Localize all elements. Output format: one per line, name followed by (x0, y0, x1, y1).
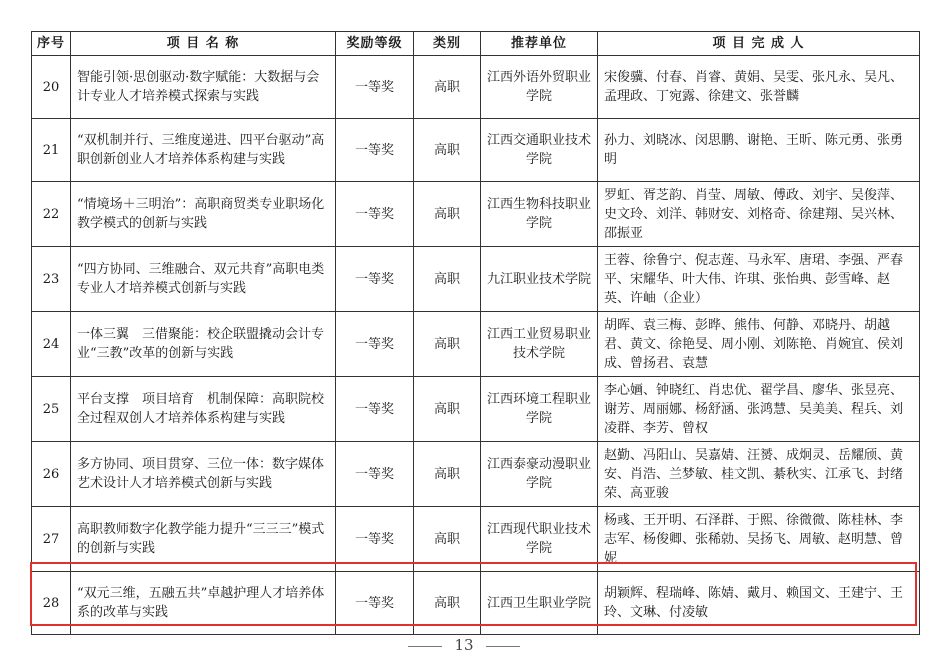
table-row (32, 442, 920, 507)
row-number: 27 (32, 507, 71, 572)
project-name: 高职教师数字化教学能力提升“三三三”模式的创新与实践 (71, 507, 336, 572)
table-row (32, 507, 920, 572)
project-name: “四方协同、三维融合、双元共育”高职电类专业人才培养模式创新与实践 (71, 247, 336, 312)
row-number: 22 (32, 182, 71, 247)
project-members: 杨彧、王开明、石泽群、于熙、徐微微、陈桂林、李志军、杨俊卿、张稀勍、吴扬飞、周敏、赵明慧、曾妮 (598, 507, 920, 572)
category: 高职 (414, 572, 481, 635)
table-row (32, 312, 920, 377)
category: 高职 (414, 312, 481, 377)
project-name: 智能引领·思创驱动·数字赋能：大数据与会计专业人才培养模式探索与实践 (71, 56, 336, 119)
project-members: 罗虹、胥芝韵、肖莹、周敏、傅政、刘宇、吴俊萍、史文玲、刘洋、韩财安、刘格奇、徐建翔、吴兴林、邵振亚 (598, 182, 920, 247)
awards-table (31, 31, 920, 635)
project-name: 平台支撑 项目培育 机制保障：高职院校全过程双创人才培养体系构建与实践 (71, 377, 336, 442)
category: 高职 (414, 56, 481, 119)
page-footer (0, 636, 928, 654)
award-level: 一等奖 (336, 377, 414, 442)
project-members: 胡晖、袁三梅、彭晔、熊伟、何静、邓晓丹、胡越君、黄文、徐艳旻、周小刚、刘陈艳、肖婉宜、侯刘成、曾扬君、袁慧 (598, 312, 920, 377)
category: 高职 (414, 377, 481, 442)
project-name: “双机制并行、三维度递进、四平台驱动”高职创新创业人才培养体系构建与实践 (71, 119, 336, 182)
project-members: 王蓉、徐鲁宁、倪志莲、马永军、唐珺、李强、严春平、宋耀华、叶大伟、许琪、张怡典、彭雪峰、赵英、许岫（企业） (598, 247, 920, 312)
category: 高职 (414, 507, 481, 572)
project-name: 多方协同、项目贯穿、三位一体：数字媒体艺术设计人才培养模式创新与实践 (71, 442, 336, 507)
row-number: 25 (32, 377, 71, 442)
header-award-level: 奖励等级 (336, 32, 414, 56)
award-level: 一等奖 (336, 442, 414, 507)
table-row (32, 377, 920, 442)
row-number: 26 (32, 442, 71, 507)
row-number: 28 (32, 572, 71, 635)
project-members: 宋俊骥、付春、肖睿、黄娟、吴雯、张凡永、吴凡、孟理政、丁宛露、徐建文、张誉麟 (598, 56, 920, 119)
row-number: 23 (32, 247, 71, 312)
category: 高职 (414, 119, 481, 182)
table-header-row (32, 32, 920, 56)
project-name: “情境场＋三明治”：高职商贸类专业职场化教学模式的创新与实践 (71, 182, 336, 247)
recommending-unit: 江西交通职业技术学院 (481, 119, 598, 182)
footer-dash-left (408, 646, 442, 647)
award-level: 一等奖 (336, 312, 414, 377)
header-category: 类别 (414, 32, 481, 56)
award-level: 一等奖 (336, 507, 414, 572)
award-level: 一等奖 (336, 572, 414, 635)
project-name: “双元三维，五融五共”卓越护理人才培养体系的改革与实践 (71, 572, 336, 635)
footer-dash-right (486, 646, 520, 647)
project-members: 赵勤、冯阳山、吴嘉婧、汪赟、成炯灵、岳耀颀、黄安、肖浩、兰梦敏、桂文凯、綦秋实、江承飞、封绪荣、高亚骏 (598, 442, 920, 507)
recommending-unit: 九江职业技术学院 (481, 247, 598, 312)
recommending-unit: 江西现代职业技术学院 (481, 507, 598, 572)
project-members: 胡颖辉、程瑞峰、陈婧、戴月、赖国文、王建宁、王玲、文琳、付凌敏 (598, 572, 920, 635)
award-level: 一等奖 (336, 182, 414, 247)
award-level: 一等奖 (336, 56, 414, 119)
row-number: 24 (32, 312, 71, 377)
header-recommending-unit: 推荐单位 (481, 32, 598, 56)
award-level: 一等奖 (336, 119, 414, 182)
category: 高职 (414, 247, 481, 312)
recommending-unit: 江西外语外贸职业学院 (481, 56, 598, 119)
recommending-unit: 江西环境工程职业学院 (481, 377, 598, 442)
recommending-unit: 江西卫生职业学院 (481, 572, 598, 635)
header-no: 序号 (32, 32, 71, 56)
table-row (32, 182, 920, 247)
project-members: 孙力、刘晓冰、闵思鹏、谢艳、王昕、陈元勇、张勇明 (598, 119, 920, 182)
header-project-name: 项 目 名 称 (71, 32, 336, 56)
table-row (32, 247, 920, 312)
table-row-highlighted (32, 572, 920, 635)
category: 高职 (414, 182, 481, 247)
table-row (32, 119, 920, 182)
header-project-members: 项 目 完 成 人 (598, 32, 920, 56)
row-number: 21 (32, 119, 71, 182)
recommending-unit: 江西泰豪动漫职业学院 (481, 442, 598, 507)
project-members: 李心婳、钟晓红、肖忠优、翟学昌、廖华、张昱亮、谢芳、周丽娜、杨舒涵、张鸿慧、吴美美、程兵、刘凌群、李芳、曾权 (598, 377, 920, 442)
row-number: 20 (32, 56, 71, 119)
page-number: 13 (454, 636, 474, 654)
table-row (32, 56, 920, 119)
project-name: 一体三翼 三借聚能：校企联盟撬动会计专业“三教”改革的创新与实践 (71, 312, 336, 377)
award-level: 一等奖 (336, 247, 414, 312)
category: 高职 (414, 442, 481, 507)
recommending-unit: 江西工业贸易职业技术学院 (481, 312, 598, 377)
recommending-unit: 江西生物科技职业学院 (481, 182, 598, 247)
